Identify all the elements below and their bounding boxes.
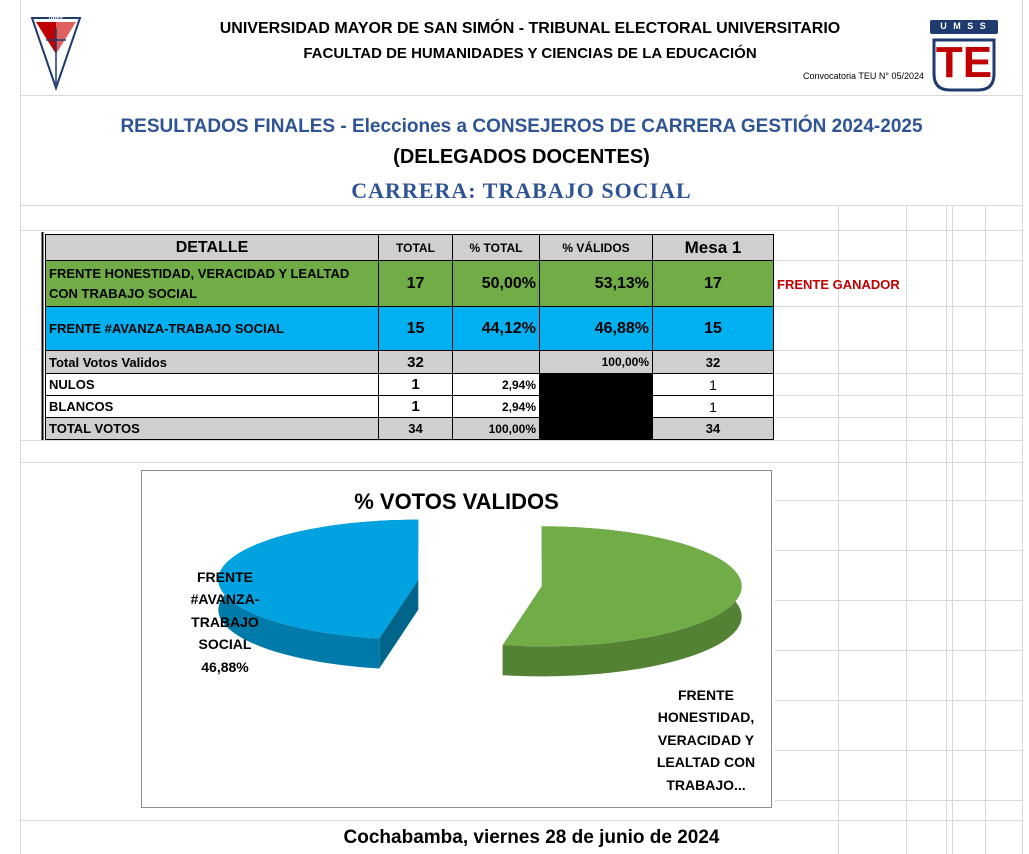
header-total: TOTAL	[379, 235, 453, 261]
logo-right-main: TE	[935, 38, 993, 87]
chart-title: % VOTOS VALIDOS	[354, 489, 559, 514]
faculty-title: FACULTAD DE HUMANIDADES Y CIENCIAS DE LA EDUCACIÓN	[303, 45, 757, 62]
delegates-title: (DELEGADOS DOCENTES)	[393, 146, 650, 168]
frente-2-total: 15	[379, 307, 453, 351]
header-pct-validos: % VÁLIDOS	[540, 235, 653, 261]
valid-total: 32	[379, 351, 453, 374]
frente-1-pct-valid: 53,13%	[540, 261, 653, 307]
frente-2-pct-valid: 46,88%	[540, 307, 653, 351]
university-title: UNIVERSIDAD MAYOR DE SAN SIMÓN - TRIBUNAL ELECTORAL UNIVERSITARIO	[219, 20, 841, 37]
results-title: RESULTADOS FINALES - Elecciones a CONSEJEROS DE CARRERA GESTIÓN 2024-2025	[120, 116, 923, 137]
valid-pct-total-empty	[453, 351, 540, 374]
nulos-mesa1: 1	[653, 374, 774, 396]
header-mesa1: Mesa 1	[653, 235, 774, 261]
frente-1-pct-total: 50,00%	[453, 261, 540, 307]
pie-chart	[141, 470, 772, 808]
frente-1-name: FRENTE HONESTIDAD, VERACIDAD Y LEALTAD CON TRABAJO SOCIAL	[46, 261, 379, 307]
blancos-pct-total: 2,94%	[453, 396, 540, 418]
footer-date: Cochabamba, viernes 28 de junio de 2024	[343, 827, 720, 848]
table-row-total-votos	[46, 418, 774, 440]
blancos-total: 1	[379, 396, 453, 418]
carrera-title: CARRERA: TRABAJO SOCIAL	[351, 178, 692, 203]
blancos-label: BLANCOS	[46, 396, 379, 418]
header-pct-total: % TOTAL	[453, 235, 540, 261]
total-votos-label: TOTAL VOTOS	[46, 418, 379, 440]
frente-2-name: FRENTE #AVANZA-TRABAJO SOCIAL	[46, 307, 379, 351]
blackout-cell	[540, 374, 653, 440]
table-header-row	[46, 235, 774, 261]
frente-1-total: 17	[379, 261, 453, 307]
total-votos-pct-total: 100,00%	[453, 418, 540, 440]
nulos-label: NULOS	[46, 374, 379, 396]
table-row-nulos	[46, 374, 774, 396]
slice-label-avanza: FRENTE #AVANZA-TRABAJO SOCIAL 46,88%	[190, 569, 260, 675]
nulos-pct-total: 2,94%	[453, 374, 540, 396]
winner-label: FRENTE GANADOR	[777, 277, 900, 292]
umss-logo	[30, 14, 82, 92]
table-row-frente-avanza	[46, 307, 774, 351]
valid-pct-valid: 100,00%	[540, 351, 653, 374]
convocatoria-text: Convocatoria TEU N° 05/2024	[803, 71, 924, 81]
valid-label: Total Votos Validos	[46, 351, 379, 374]
table-row-valid	[46, 351, 774, 374]
header-detalle: DETALLE	[46, 235, 379, 261]
slice-label-honestidad: FRENTE HONESTIDAD, VERACIDAD Y LEALTAD CON TRABAJO...	[656, 687, 756, 793]
table-row-frente-honestidad	[46, 261, 774, 307]
logo-right-top: U M S S	[940, 21, 988, 31]
nulos-total: 1	[379, 374, 453, 396]
logo-left-text: UMSS	[48, 17, 64, 23]
valid-mesa1: 32	[653, 351, 774, 374]
blancos-mesa1: 1	[653, 396, 774, 418]
total-votos-mesa1: 34	[653, 418, 774, 440]
frente-2-pct-total: 44,12%	[453, 307, 540, 351]
results-table	[45, 234, 774, 440]
pie-slice-honestidad	[503, 526, 742, 676]
frente-2-mesa1: 15	[653, 307, 774, 351]
frente-1-mesa1: 17	[653, 261, 774, 307]
table-row-blancos	[46, 396, 774, 418]
total-votos-total: 34	[379, 418, 453, 440]
te-logo	[928, 18, 1000, 94]
